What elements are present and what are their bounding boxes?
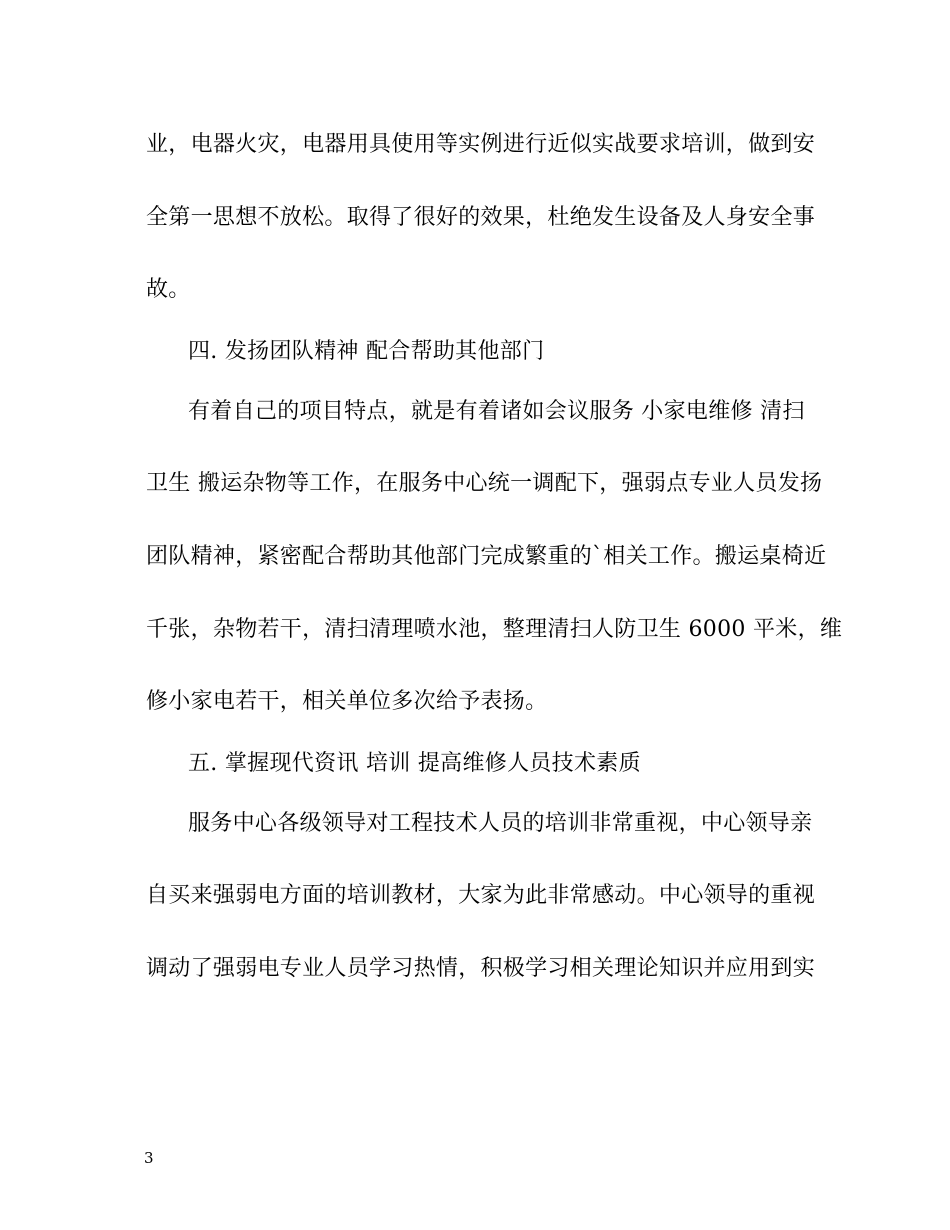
body-text-line: 有着自己的项目特点，就是有着诸如会议服务 小家电维修 清扫 bbox=[188, 399, 805, 424]
section-heading: 四. 发扬团队精神 配合帮助其他部门 bbox=[188, 339, 545, 364]
body-text-line: 卫生 搬运杂物等工作，在服务中心统一调配下，强弱点专业人员发扬 bbox=[146, 471, 823, 496]
section-heading: 五. 掌握现代资讯 培训 提高维修人员技术素质 bbox=[188, 751, 641, 776]
body-text-line: 服务中心各级领导对工程技术人员的培训非常重视，中心领导亲 bbox=[188, 811, 813, 836]
page-number: 3 bbox=[144, 1149, 154, 1167]
body-text-line: 自买来强弱电方面的培训教材，大家为此非常感动。中心领导的重视 bbox=[146, 883, 816, 908]
body-text-line: 千张，杂物若干，清扫清理喷水池，整理清扫人防卫生 6000 平米，维 bbox=[146, 617, 843, 642]
body-text-line: 业，电器火灾，电器用具使用等实例进行近似实战要求培训，做到安 bbox=[146, 132, 816, 157]
body-text-line: 调动了强弱电专业人员学习热情，积极学习相关理论知识并应用到实 bbox=[146, 956, 816, 981]
body-text-line: 故。 bbox=[146, 277, 191, 302]
body-text-line: 修小家电若干，相关单位多次给予表扬。 bbox=[146, 689, 548, 714]
body-text-line: 全第一思想不放松。取得了很好的效果，杜绝发生设备及人身安全事 bbox=[146, 205, 816, 230]
body-text-line: 团队精神，紧密配合帮助其他部门完成繁重的`相关工作。搬运桌椅近 bbox=[146, 544, 827, 569]
